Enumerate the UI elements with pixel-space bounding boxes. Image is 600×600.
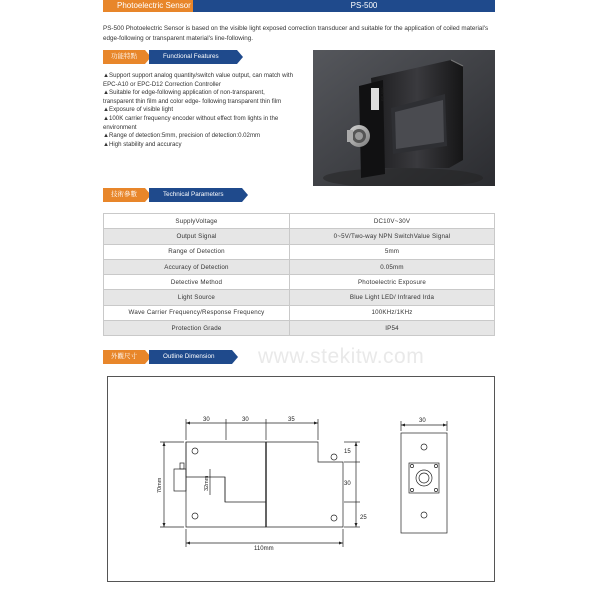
features-list [103,72,295,149]
table-row [104,214,495,229]
table-row [104,305,495,320]
outline-section-header [103,350,232,364]
table-row [104,290,495,305]
sensor-arm-outline [266,442,343,527]
dim-top-a: 30 [203,417,210,423]
feature-item: ▲Range of detection:5mm, precision of detection:0.02mm [103,132,261,140]
table-row [104,229,495,244]
param-label: Accuracy of Detection [104,259,290,274]
technical-parameters-table [103,213,495,336]
param-label: Output Signal [104,229,290,244]
params-cn-label: 技術參數 [103,188,145,202]
param-label: Light Source [104,290,290,305]
features-cn-label: 功能特點 [103,50,145,64]
table-row [104,321,495,336]
param-label: Detective Method [104,275,290,290]
table-row [104,259,495,274]
param-value: IP54 [290,321,495,336]
param-value: Photoelectric Exposure [290,275,495,290]
params-section-header [103,188,242,202]
feature-item: ▲Exposure of visible light [103,106,174,114]
feature-item: ▲100K carrier frequency encoder without effect from lights in the environment [103,114,279,131]
param-label: SupplyVoltage [104,214,290,229]
feature-item: ▲Support support analog quantity/switch value output, can match with EPC-A10 or EPC-D12 Correction Controller [103,72,293,88]
feature-item: ▲High stability and accuracy [103,140,182,148]
dim-side-width: 30 [419,418,426,424]
outline-dimension-drawing [107,376,495,582]
sensor-illustration [313,50,495,186]
param-label: Range of Detection [104,244,290,259]
param-value: Blue Light LED/ Infrared Irda [290,290,495,305]
dim-left-height: 70mm [157,477,163,493]
param-label: Protection Grade [104,321,290,336]
param-value: DC10V~30V [290,214,495,229]
table-row [104,275,495,290]
param-value: 0.05mm [290,259,495,274]
title-bar [103,0,495,12]
dim-right-c: 25 [360,515,367,521]
product-photo [313,50,495,186]
param-label: Wave Carrier Frequency/Response Frequency [104,305,290,320]
dim-bottom-width: 110mm [254,546,274,552]
feature-item: ▲Suitable for edge-following application of non-transparent, transparent thin film and color edge- following transparent thin film [103,89,282,105]
features-section-header [103,50,237,64]
params-en-label: Technical Parameters [149,188,242,202]
dim-top-b: 30 [242,417,249,423]
dimension-diagram [108,377,494,581]
param-value: 5mm [290,244,495,259]
outline-en-label: Outline Dimension [149,350,232,364]
dim-slot-height: 32mm [204,475,210,491]
table-row [104,244,495,259]
outline-cn-label: 外觀尺寸 [103,350,145,364]
product-model-title: PS-500 [193,0,495,12]
dim-top-c: 35 [288,417,295,423]
param-value: 100KHz/1KHz [290,305,495,320]
svg-text:PS-500: PS-500 [380,87,385,101]
dim-right-a: 15 [344,449,351,455]
dim-right-b: 30 [344,481,351,487]
param-value: 0~5V/Two-way NPN SwitchValue Signal [290,229,495,244]
features-en-label: Functional Features [149,50,237,64]
intro-paragraph: PS-500 Photoelectric Sensor is based on the visible light exposed correction transducer and suitable for the application of coiled material's edge-following or transparent material's line-following. [103,25,489,42]
website-watermark: www.stekitw.com [258,345,425,368]
product-category-title: Photoelectric Sensor [103,0,193,12]
